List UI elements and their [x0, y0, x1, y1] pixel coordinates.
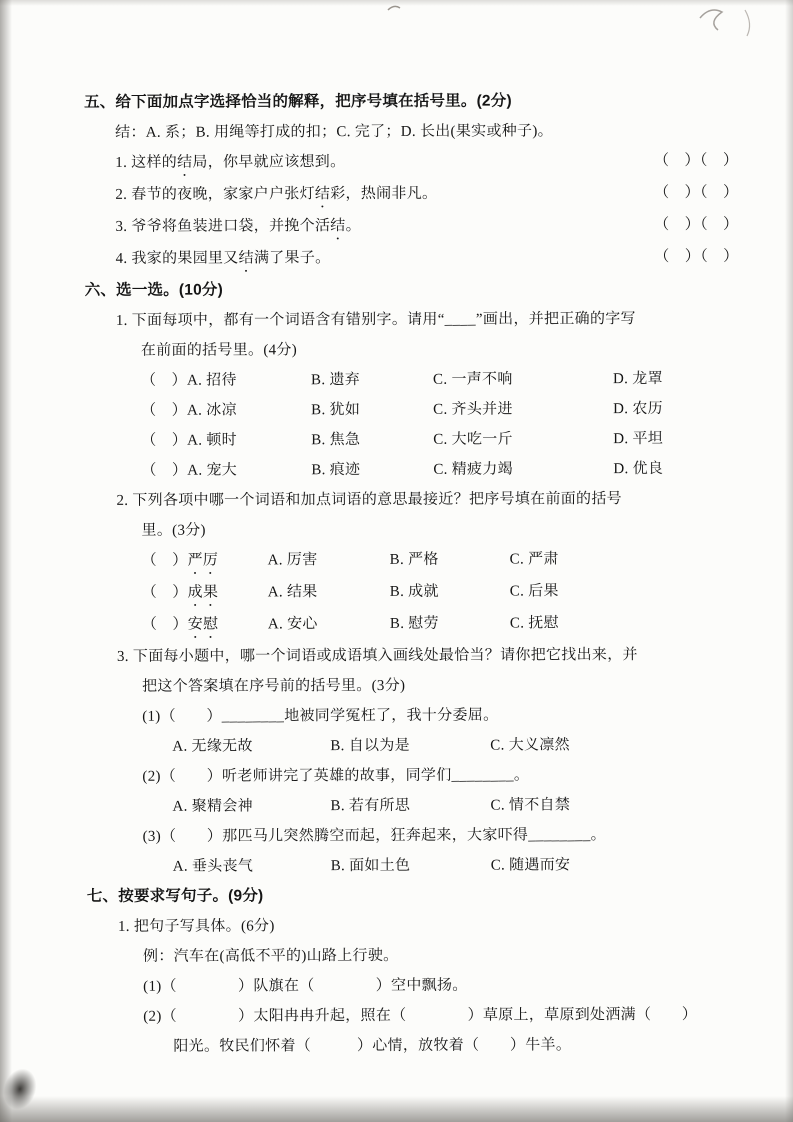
option-a: A. 无缘无故: [172, 738, 253, 755]
section-6-q2-instruction-line1: 2. 下列各项中哪一个词语和加点词语的意思最接近？把序号填在前面的括号: [116, 491, 622, 509]
section-6-heading: 六、选一选。(10分): [84, 281, 224, 299]
section-5-item-3: [84, 210, 740, 244]
section-7-sub1: (1)（ ）队旗在（ ）空中飘扬。: [143, 977, 468, 995]
fill-blank-stem-2: (2)（ ）听老师讲完了英雄的故事，同学们________。: [142, 767, 530, 785]
dotted-word: 严厉: [187, 552, 219, 569]
fill-blank-options-3: [87, 850, 743, 882]
option-a: （ ）A. 冰凉: [141, 402, 237, 419]
synonym-row-1: [86, 544, 742, 578]
option-a: A. 厉害: [267, 552, 318, 569]
option-c: C. 精疲力竭: [433, 461, 513, 478]
answer-bracket: （ ）: [141, 552, 188, 569]
section-7-example: 例：汽车在(高低不平的)山路上行驶。: [143, 947, 399, 965]
fill-blank-options-2: [86, 790, 742, 822]
option-c: C. 后果: [509, 583, 559, 600]
option-a: A. 结果: [267, 584, 318, 601]
target-word: [142, 609, 268, 641]
synonym-row-2: [86, 576, 742, 610]
scan-edge-left: [0, 0, 12, 1122]
option-a: （ ）A. 招待: [140, 372, 237, 389]
answer-bracket: （ ）: [141, 462, 188, 479]
section-7-q1-title: 1. 把句子写具体。(6分): [117, 918, 275, 935]
pencil-scribbles: [0, 0, 793, 60]
option-a: （ ）A. 宠大: [141, 462, 238, 479]
misspelling-row-3: [85, 424, 741, 456]
section-6-q2-instruction-line2: 里。(3分): [141, 522, 206, 539]
section-5-item-1: [84, 146, 740, 180]
synonym-row-3: [86, 608, 742, 642]
misspelling-row-2: [85, 394, 741, 426]
dotted-character: 结: [314, 186, 331, 203]
fill-blank-options-1: [86, 730, 742, 762]
section-6-q3-instruction-line1: 3. 下面每小题中，哪一个词语或成语填入画线处最恰当？请你把它找出来，并: [116, 647, 638, 665]
option-d: D. 龙罩: [612, 370, 663, 388]
fill-blank-stem-1: (1)（ ）________地被同学冤枉了，我十分委屈。: [142, 707, 499, 725]
section-5-heading: 五、给下面加点字选择恰当的解释，把序号填在括号里。(2分): [84, 92, 512, 111]
option-b: B. 严格: [389, 551, 439, 568]
scan-edge-bottom: [0, 1096, 793, 1122]
option-b: B. 慰劳: [389, 615, 439, 632]
section-7-heading: 七、按要求写句子。(9分): [86, 887, 264, 905]
option-c: C. 大吃一斤: [433, 431, 513, 448]
answer-bracket: （ ）: [140, 372, 187, 389]
answer-bracket: （ ）: [141, 402, 188, 419]
misspelling-row-1: [85, 364, 741, 396]
option-a: A. 垂头丧气: [172, 858, 254, 875]
section-6-q1-instruction-line2: 在前面的括号里。(4分): [140, 342, 298, 359]
option-b: B. 犹如: [311, 402, 361, 419]
answer-bracket: （ ）（ ）: [654, 184, 739, 202]
option-d: D. 平坦: [613, 430, 664, 448]
option-c: C. 齐头并进: [433, 401, 513, 418]
section-5-key: 结：A. 系；B. 用绳等打成的扣；C. 完了；D. 长出(果实或种子)。: [115, 123, 553, 141]
option-b: B. 焦急: [311, 432, 361, 449]
answer-bracket: （ ）（ ）: [654, 248, 739, 266]
answer-bracket: （ ）: [141, 616, 188, 633]
section-6-q1-instruction-line1: 1. 下面每项中，都有一个词语含有错别字。请用“____”画出，并把正确的字写: [115, 311, 636, 329]
misspelling-row-4: [85, 454, 741, 486]
option-b: B. 自以为是: [330, 737, 410, 755]
sentence-text: 2. 春节的夜晚，家家户户张灯结彩，热闹非凡。: [115, 185, 438, 203]
target-word: [142, 577, 268, 609]
sentence-text: 1. 这样的结局，你早就应该想到。: [115, 154, 346, 171]
target-word: [142, 545, 268, 577]
answer-bracket: （ ）: [141, 432, 188, 449]
option-a: A. 安心: [267, 616, 318, 633]
option-b: B. 面如土色: [330, 857, 411, 875]
exam-content: [84, 86, 743, 1062]
option-b: B. 遗弃: [310, 372, 361, 389]
option-b: B. 若有所思: [330, 797, 411, 815]
answer-bracket: （ ）（ ）: [654, 216, 739, 234]
scan-edge-right: [785, 0, 793, 1122]
option-d: D. 农历: [613, 400, 663, 418]
answer-bracket: （ ）: [141, 584, 188, 601]
dotted-word: 安慰: [187, 616, 219, 633]
sentence-text: 3. 爷爷将鱼装进口袋，并挽个活结。: [115, 218, 361, 235]
sentence-text: 4. 我家的果园里又结满了果子。: [115, 250, 331, 267]
section-5-item-2: [84, 178, 740, 212]
option-a: （ ）A. 顿时: [141, 432, 238, 449]
option-c: C. 严肃: [509, 551, 559, 568]
section-5-item-4: [85, 242, 741, 276]
option-c: C. 随遇而安: [490, 857, 571, 874]
section-6-q3-instruction-line2: 把这个答案填在序号前的括号里。(3分): [142, 677, 406, 695]
answer-bracket: （ ）（ ）: [653, 152, 739, 170]
option-a: A. 聚精会神: [172, 798, 253, 815]
option-c: C. 情不自禁: [490, 797, 571, 814]
dotted-character: 结: [177, 154, 193, 171]
dotted-character: 结: [330, 218, 346, 235]
section-7-sub2-line2: 阳光。牧民们怀着（ ）心情，放牧着（ ）牛羊。: [173, 1037, 572, 1055]
option-c: C. 抚慰: [509, 615, 559, 632]
option-d: D. 优良: [613, 460, 664, 478]
option-b: B. 痕迹: [311, 462, 361, 479]
dotted-word: 成果: [187, 584, 219, 601]
option-b: B. 成就: [389, 583, 439, 600]
section-7-sub2-line1: (2)（ ）太阳冉冉升起，照在（ ）草原上，草原到处洒满（ ）: [143, 1006, 698, 1025]
option-c: C. 大义凛然: [490, 737, 570, 754]
option-c: C. 一声不响: [432, 371, 513, 388]
fill-blank-stem-3: (3)（ ）那匹马儿突然腾空而起，狂奔起来，大家吓得________。: [142, 827, 606, 845]
dotted-character: 结: [238, 250, 254, 267]
